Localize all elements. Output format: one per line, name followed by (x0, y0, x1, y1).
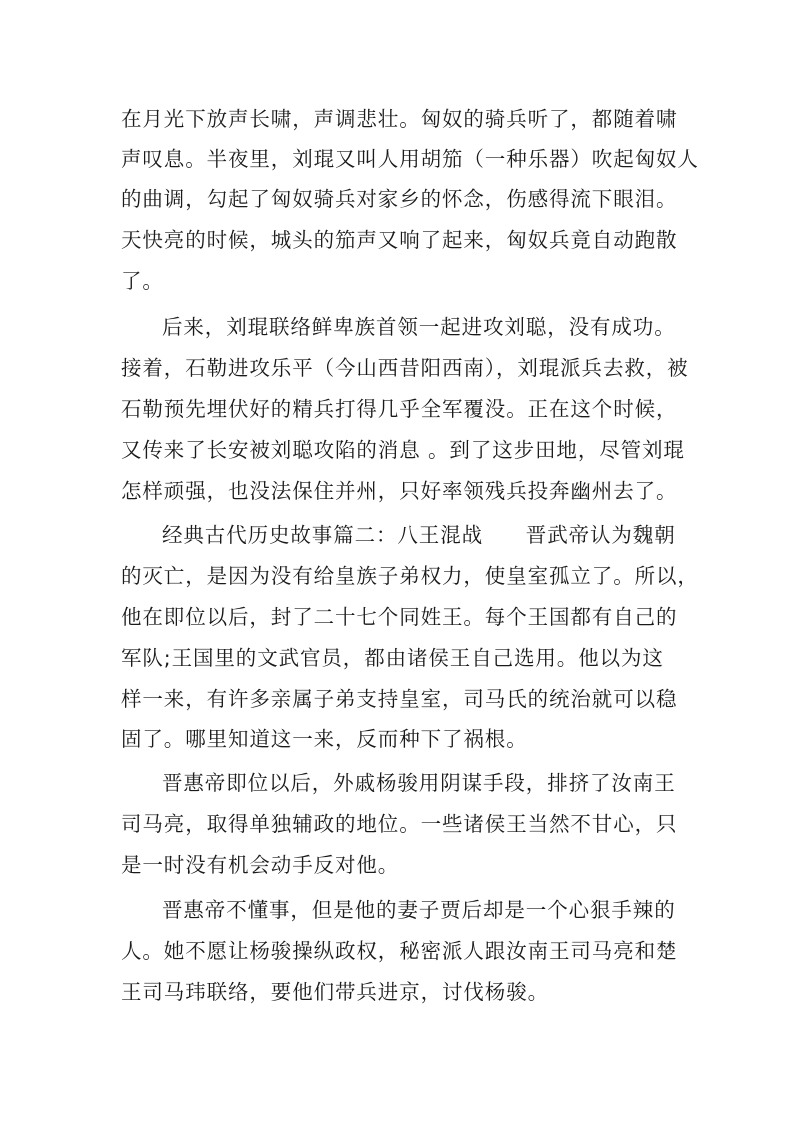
paragraph-start-line: 晋惠帝即位以后，外戚杨骏用阴谋手段，排挤了汝南王 (162, 771, 676, 795)
text-line: 王司马玮联络，要他们带兵进京，讨伐杨骏。 (121, 980, 549, 1004)
text-line: 的曲调，勾起了匈奴骑兵对家乡的怀念，伤感得流下眼泪。 (121, 187, 678, 211)
text-line: 军队;王国里的文武官员，都由诸侯王自己选用。他以为这 (121, 646, 664, 670)
text-line: 又传来了长安被刘聪攻陷的消息 。到了这步田地，尽管刘琨 (121, 438, 685, 462)
text-line: 怎样顽强，也没法保住并州，只好率领残兵投奔幽州去了。 (121, 479, 678, 503)
section-heading-line: 经典古代历史故事篇二：八王混战 晋武帝认为魏朝 (162, 523, 676, 547)
text-line: 他在即位以后，封了二十七个同姓王。每个王国都有自己的 (121, 605, 678, 629)
text-line: 声叹息。半夜里，刘琨又叫人用胡笳（一种乐器）吹起匈奴人 (121, 147, 699, 171)
text-line: 天快亮的时候，城头的笳声又响了起来，匈奴兵竟自动跑散 (121, 228, 678, 252)
text-line: 石勒预先埋伏好的精兵打得几乎全军覆没。正在这个时候， (121, 397, 678, 421)
paragraph-start-line: 后来，刘琨联络鲜卑族首领一起进攻刘聪，没有成功。 (162, 315, 676, 339)
text-line: 司马亮，取得单独辅政的地位。一些诸侯王当然不甘心，只 (121, 812, 678, 836)
text-line: 的灭亡，是因为没有给皇族子弟权力，使皇室孤立了。所以， (121, 564, 699, 588)
text-line: 接着，石勒进攻乐平（今山西昔阳西南），刘琨派兵去救，被 (121, 356, 689, 380)
text-line: 样一来，有许多亲属子弟支持皇室，司马氏的统治就可以稳 (121, 687, 678, 711)
paragraph-start-line: 晋惠帝不懂事，但是他的妻子贾后却是一个心狠手辣的 (162, 898, 676, 922)
text-line: 了。 (121, 269, 164, 293)
text-line: 人。她不愿让杨骏操纵政权，秘密派人跟汝南王司马亮和楚 (121, 939, 678, 963)
text-line: 固了。哪里知道这一来，反而种下了祸根。 (121, 727, 528, 751)
text-line: 是一时没有机会动手反对他。 (121, 853, 400, 877)
text-line: 在月光下放声长啸，声调悲壮。匈奴的骑兵听了，都随着啸 (121, 107, 678, 131)
